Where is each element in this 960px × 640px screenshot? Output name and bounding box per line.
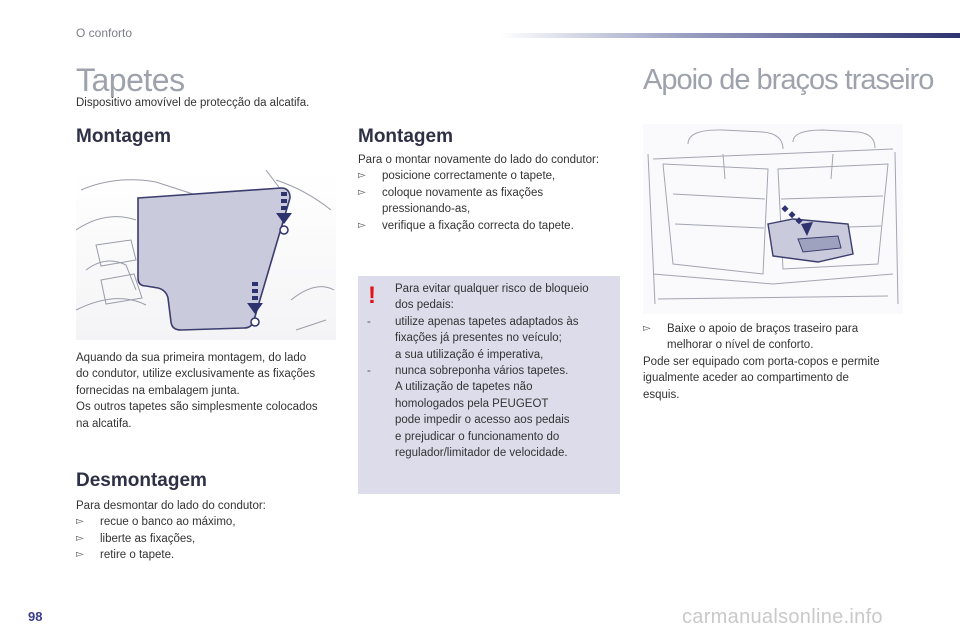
montagem-heading-left: Montagem (76, 126, 171, 147)
list-item: - utilize apenas tapetes adaptados às (359, 314, 617, 330)
armrest-steps (643, 321, 913, 354)
warning-line: A utilização de tapetes não (395, 381, 533, 394)
text-line: fornecidas na embalagem junta. (76, 384, 240, 397)
montagem-steps (358, 168, 623, 234)
list-item-continuation: a sua utilização é imperativa, (395, 348, 544, 361)
list-item: ▻ posicione correctamente o tapete, (358, 168, 623, 184)
watermark: carmanualsonline.info (682, 606, 883, 628)
section-label: O conforto (76, 26, 133, 40)
list-item-continuation: melhorar o nível de conforto. (667, 339, 814, 352)
floor-mat-illustration (76, 170, 336, 340)
list-item: ▻ Baixe o apoio de braços traseiro para (643, 321, 913, 337)
list-item: ▻ coloque novamente as fixações (358, 185, 623, 201)
warning-text (367, 281, 617, 461)
list-item-continuation: fixações já presentes no veículo; (395, 332, 562, 345)
desmontagem-heading: Desmontagem (76, 470, 207, 491)
arrow-bullet-icon: ▻ (76, 532, 84, 544)
list-item: ▻ verifique a fixação correcta do tapete. (358, 218, 623, 234)
list-item-continuation: pressionando-as, (382, 203, 471, 216)
arrow-bullet-icon: ▻ (643, 323, 651, 334)
montagem-text-left (76, 350, 346, 432)
warning-line: dos pedais: (395, 299, 454, 312)
dash-bullet-icon: - (367, 365, 371, 378)
page-title: Tapetes (76, 62, 185, 98)
arrow-bullet-icon: ▻ (358, 170, 366, 182)
text-line: na alcatifa. (76, 417, 132, 430)
armrest-text-line: igualmente aceder ao compartimento de (643, 372, 849, 385)
subtitle: Dispositivo amovível de protecção da alcatifa. (76, 97, 310, 109)
desmontagem-block (76, 498, 346, 564)
montagem-block-middle (358, 152, 623, 234)
exclamation-icon: ! (368, 282, 376, 309)
list-item: ▻ retire o tapete. (76, 547, 346, 563)
text-line: Os outros tapetes são simplesmente colocados (76, 401, 318, 414)
warning-line: homologados pela PEUGEOT (395, 397, 549, 410)
montagem-heading-middle: Montagem (358, 126, 453, 147)
desmontagem-intro: Para desmontar do lado do condutor: (76, 500, 266, 512)
arrow-bullet-icon: ▻ (76, 516, 84, 528)
warning-line: regulador/limitador de velocidade. (395, 447, 568, 460)
desmontagem-steps (76, 514, 346, 563)
text-line: Aquando da sua primeira montagem, do lado (76, 352, 307, 364)
list-item: - nunca sobreponha vários tapetes. (359, 363, 617, 379)
warning-line: pode impedir o acesso aos pedais (395, 414, 570, 427)
armrest-text-line: Pode ser equipado com porta-copos e permite (643, 355, 880, 368)
armrest-block (643, 321, 913, 403)
warning-list (359, 314, 617, 380)
arrow-bullet-icon: ▻ (76, 549, 84, 561)
arrow-bullet-icon: ▻ (358, 186, 366, 198)
list-item: ▻ liberte as fixações, (76, 531, 346, 547)
list-item: ▻ recue o banco ao máximo, (76, 514, 346, 530)
arrow-bullet-icon: ▻ (358, 219, 366, 231)
header-bar (500, 33, 960, 38)
armrest-text-line: esquis. (643, 388, 680, 401)
montagem-intro: Para o montar novamente do lado do condutor: (358, 154, 600, 166)
page-number: 98 (28, 609, 43, 624)
dash-bullet-icon: - (367, 315, 371, 328)
armrest-title: Apoio de braços traseiro (643, 64, 934, 96)
text-line: do condutor, utilize exclusivamente as fixações (76, 368, 316, 381)
rear-armrest-illustration (643, 124, 903, 314)
warning-line: Para evitar qualquer risco de bloqueio (395, 283, 589, 295)
warning-line: e prejudicar o funcionamento do (395, 430, 560, 443)
